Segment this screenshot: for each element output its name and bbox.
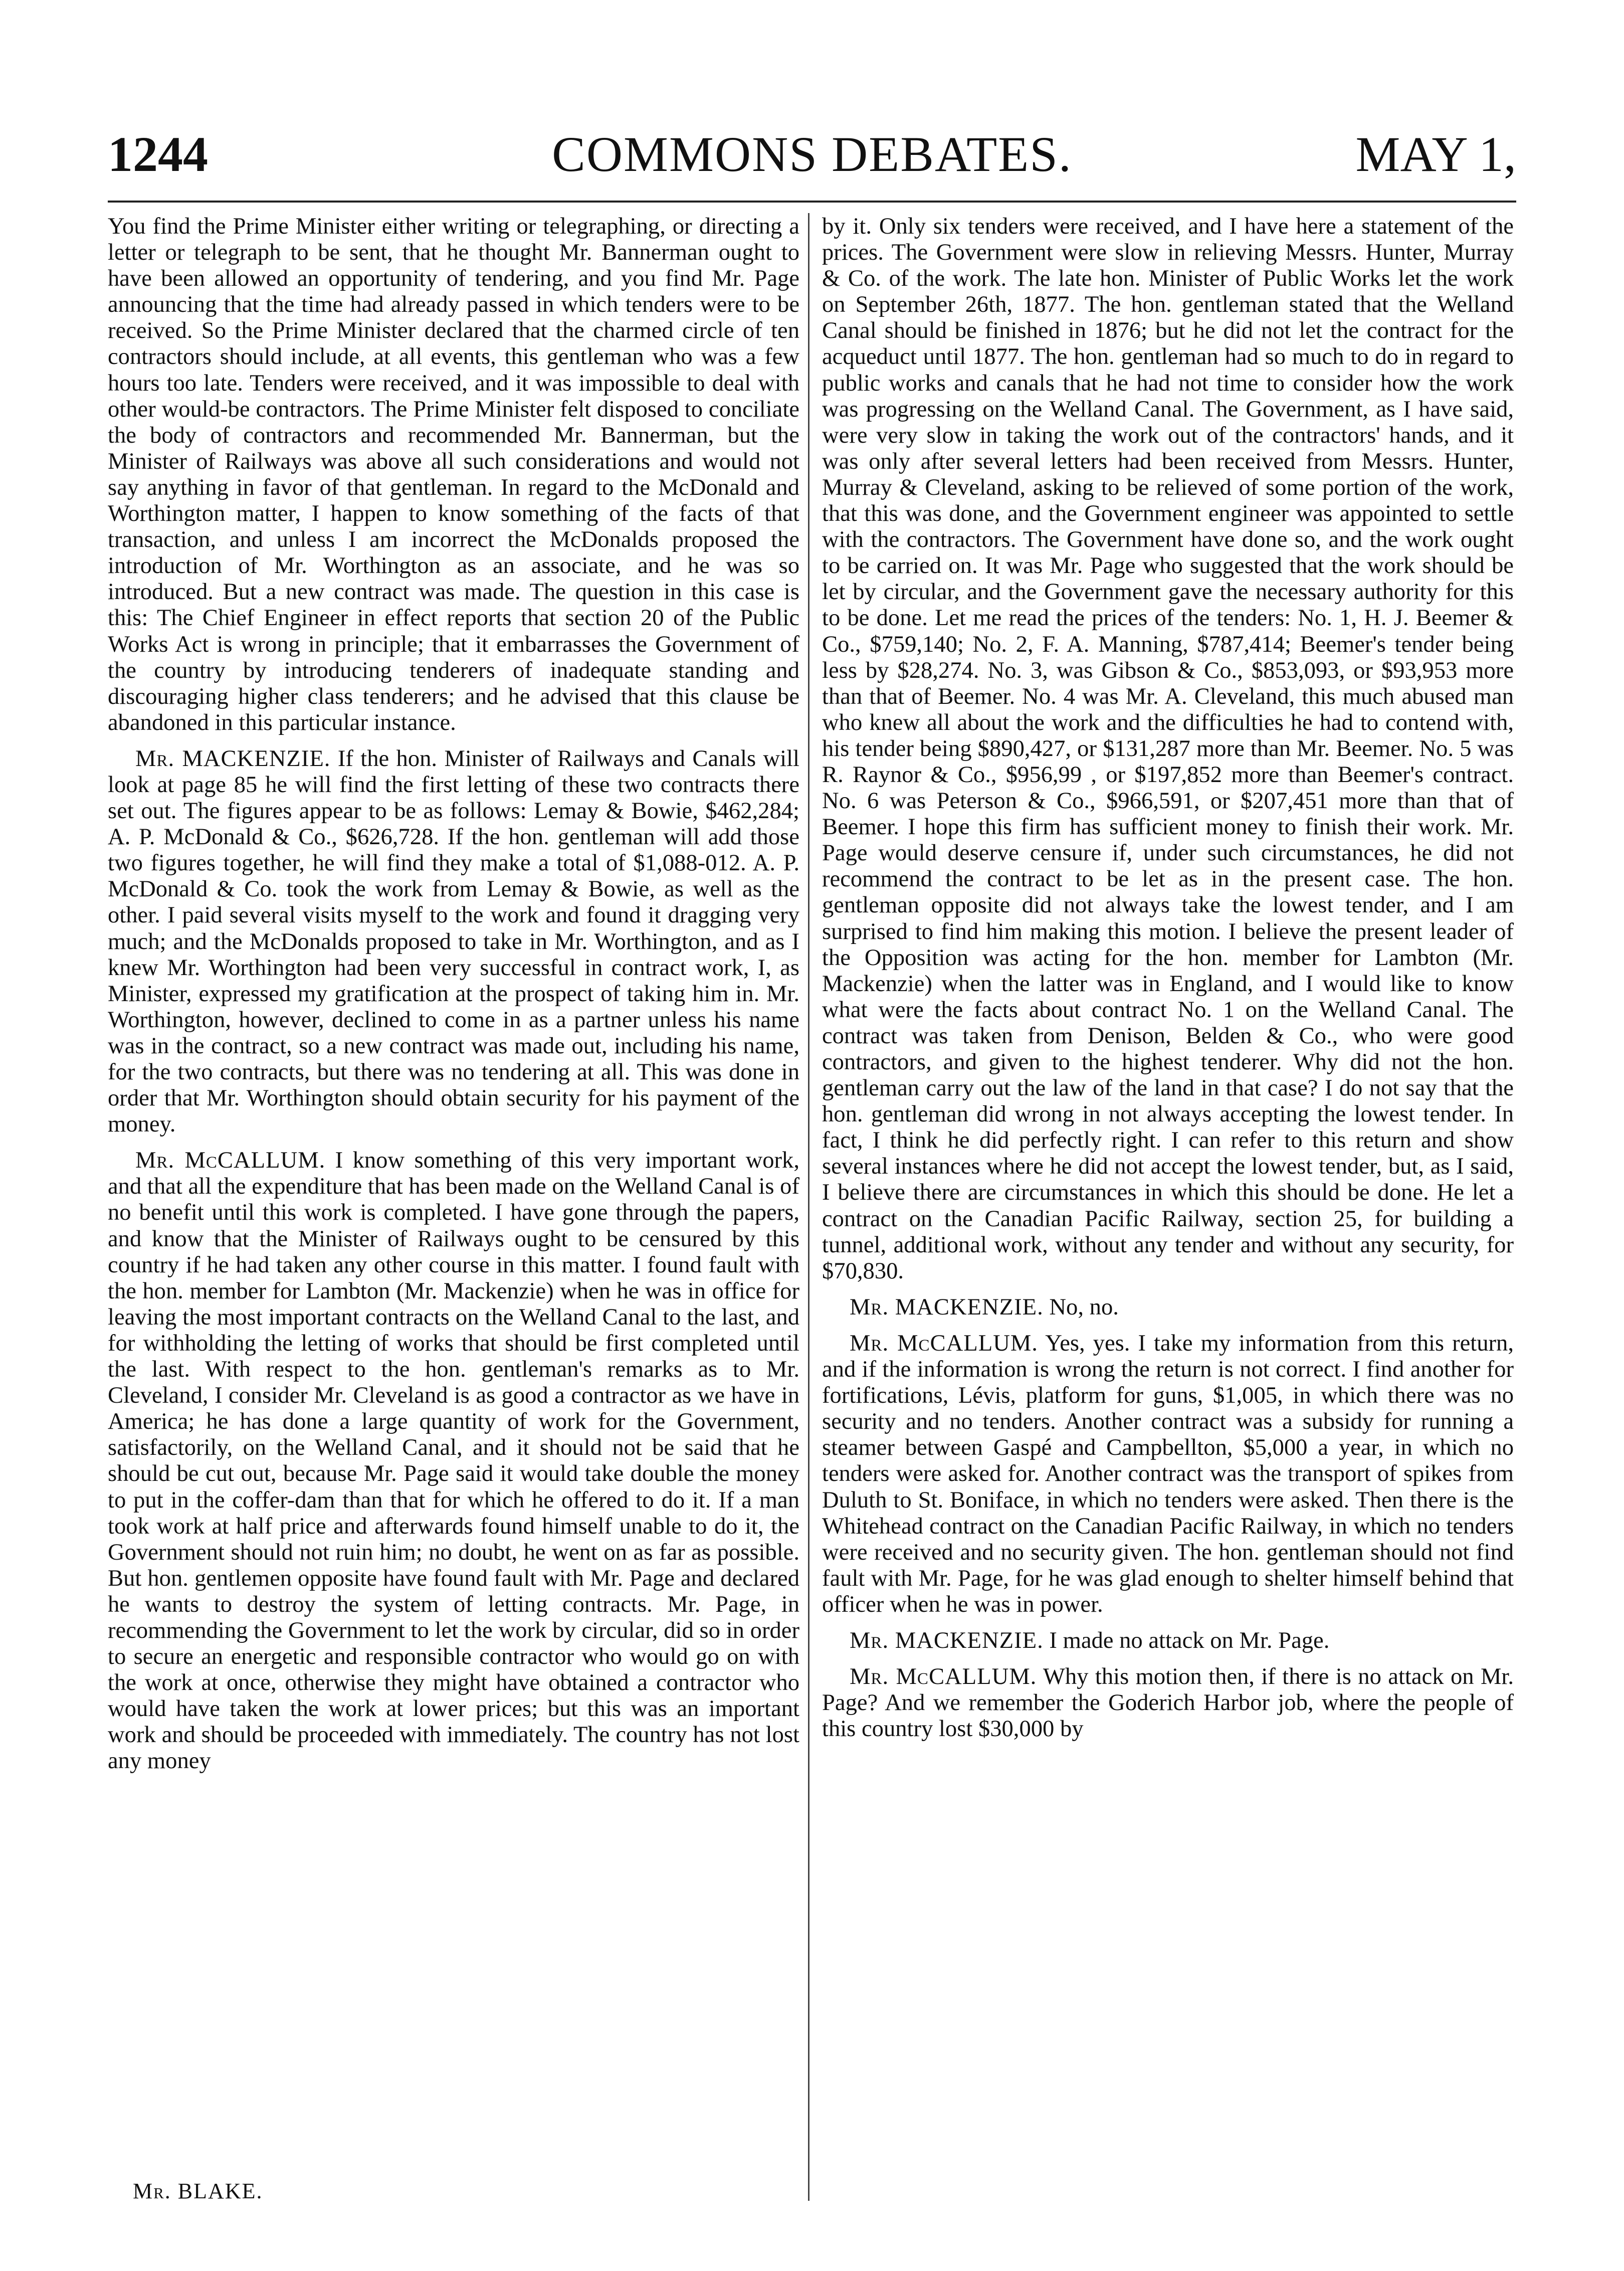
speaker-name: Mr. MACKENZIE. [850,1293,1044,1320]
paragraph-text: No, no. [1049,1293,1119,1320]
speaker-name: Mr. MACKENZIE. [135,745,331,772]
paragraph-text: by it. Only six tenders were received, and I have here a statement of the prices. The Government were slow in relieving Messrs. Hunter, Murray & Co. of the work. The late hon. Minister of Public Works let the work on September 26th, 1877. The hon. gentleman stated that the Welland Canal should be finished in 1876; but he did not let the contract for the acqueduct until 1877. The hon. gentleman had so much to do in regard to public works and canals that he had not time to consider how the work was progressing on the Welland Canal. The Government, as I have said, were very slow in taking the work out of the contractors' hands, and it was only after several letters had been received from Messrs. Hunter, Murray & Cleveland, asking to be relieved of some portion of the work, that this was done, and the Government engineer was appointed to settle with the contractors. The Government have done so, and the work ought to be carried on. It was Mr. Page who suggested that the work should be let by circular, and the Government gave the necessary authority for this to be done. Let me read the prices of the tenders: No. 1, H. J. Beemer & Co., $759,140; No. 2, F. A. Manning, $787,414; Beemer's tender being less by $28,274. No. 3, was Gibson & Co., $853,093, or $93,953 more than that of Beemer. No. 4 was Mr. A. Cleveland, this much abused man who knew all about the work and the difficulties he had to contend with, his tender being $890,427, or $131,287 more than Mr. Beemer. No. 5 was R. Raynor & Co., $956,99 , or $197,852 more than Beemer's contract. No. 6 was Peterson & Co., $966,591, or $207,451 more than that of Beemer. I hope this firm has sufficient money to finish their work. Mr. Page would deserve censure if, under such circumstances, he did not recommend the contract to be let as in the present case. The hon. gentleman opposite did not always take the lowest tender, and I am surprised to find him making this motion. I believe the present leader of the Opposition was acting for the hon. member for Lambton (Mr. Mackenzie) when the latter was in England, and I would like to know what were the facts about contract No. 1 on the Welland Canal. The contract was taken from Denison, Belden & Co., who were good contractors, and given to the highest tenderer. Why did not the hon. gentleman carry out the law of the land in that case? I do not say that the hon. gentleman did wrong in not always accepting the lowest tender. In fact, I think he did perfectly right. I can refer to this return and show several instances where he did not accept the lowest tender, but, as I said, I believe there are circumstances in which this should be done. He let a contract on the Canadian Pacific Railway, section 25, for building a tunnel, additional work, without any tender and without any security, for $70,830. [822,213,1514,1284]
speaker-name: Mr. MACKENZIE. [850,1627,1044,1653]
paragraph [108,1147,799,1774]
paragraph [108,213,799,735]
speaker-name: Mr. McCALLUM. [850,1663,1037,1690]
left-column [108,213,799,1784]
page-date: MAY 1, [1355,126,1516,182]
publication-title: COMMONS DEBATES. [552,126,1072,182]
paragraph-text: I know something of this very important work, and that all the expenditure that has been made on the Welland Canal is of no benefit until this work is completed. I have gone through the papers, and know that the Minister of Railways ought to be censured by this country if he had taken any other course in this matter. I found fault with the hon. member for Lambton (Mr. Mackenzie) when he was in office for leaving the most important contracts on the Welland Canal to the last, and for withholding the letting of works that should be first completed until the last. With respect to the hon. gentleman's remarks as to Mr. Cleveland, I consider Mr. Cleveland is as good a contractor as we have in America; he has done a large quantity of work for the Government, satisfactorily, on the Welland Canal, and it should not be said that he should be cut out, because Mr. Page said it would take double the money to put in the coffer-dam than that for which he offered to do it. If a man took work at half price and afterwards found himself unable to do it, the Government should not ruin him; no doubt, he went on as far as possible. But hon. gentlemen opposite have found fault with Mr. Page and declared he wants to destroy the system of letting contracts. Mr. Page, in recommending the Government to let the work by circular, did so in order to secure an energetic and responsible contractor who would go on with the work at once, otherwise they might have obtained a contractor who would have taken the work at lower prices; but this was an important work and should be proceeded with immediately. The country has not lost any money [108,1147,799,1774]
paragraph [822,1627,1514,1653]
paragraph [108,745,799,1137]
paragraph-text: If the hon. Minister of Railways and Canals will look at page 85 he will find the first letting of these two contracts there set out. The figures appear to be as follows: Lemay & Bowie, $462,284; A. P. McDonald & Co., $626,728. If the hon. gentleman will add those two figures together, he will find they make a total of $1,088-012. A. P. McDonald & Co. took the work from Lemay & Bowie, as well as the other. I paid several visits myself to the work and found it dragging very much; and the McDonalds proposed to take in Mr. Worthington, and as I knew Mr. Worthington had been very successful in contract work, I, as Minister, expressed my gratification at the prospect of taking him in. Mr. Worthington, however, declined to come in as a partner unless his name was in the contract, so a new contract was made out, including his name, for the two contracts, but there was no tendering at all. This was done in order that Mr. Worthington should obtain security for his payment of the money. [108,745,799,1138]
paragraph [822,213,1514,1284]
paragraph [822,1663,1514,1742]
speaker-name: Mr. McCALLUM. [850,1330,1038,1356]
catchword: Mr. BLAKE. [133,2179,263,2203]
header-rule [108,201,1516,203]
paragraph-text: I made no attack on Mr. Page. [1049,1627,1330,1653]
paragraph-text: You find the Prime Minister either writing or telegraphing, or directing a letter or telegraph to be sent, that he thought Mr. Bannerman ought to have been allowed an opportunity of tendering, and you find Mr. Page announcing that the time had already passed in which tenders were to be received. So the Prime Minister declared that the charmed circle of ten contractors should include, at all events, this gentleman who was a few hours too late. Tenders were received, and it was impossible to deal with other would-be contractors. The Prime Minister felt disposed to conciliate the body of contractors and recommended Mr. Bannerman, but the Minister of Railways was above all such considerations and would not say anything in favor of that gentleman. In regard to the McDonald and Worthington matter, I happen to know something of the facts of that transaction, and unless I am incorrect the McDonalds proposed the introduction of Mr. Worthington as an associate, and he was so introduced. But a new contract was made. The question in this case is this: The Chief Engineer in effect reports that section 20 of the Public Works Act is wrong in principle; that it embarrasses the Government of the country by introducing tenderers of inadequate standing and discouraging higher class tenderers; and he advised that this clause be abandoned in this particular instance. [108,213,799,735]
paragraph [822,1330,1514,1617]
right-column [822,213,1514,1752]
paragraph-text: Yes, yes. I take my information from this return, and if the information is wrong the return is not correct. I find another for fortifications, Lévis, platform for guns, $1,005, in which there was no security and no tenders. Another contract was a subsidy for running a steamer between Gaspé and Campbellton, $5,000 a year, in which no tenders were asked for. Another contract was the transport of spikes from Duluth to St. Boniface, in which no tenders were asked. Then there is the Whitehead contract on the Canadian Pacific Railway, in which no tenders were received and no security given. The hon. gentleman should not find fault with Mr. Page, for he was glad enough to shelter himself behind that officer when he was in power. [822,1330,1514,1617]
page-number: 1244 [108,126,208,182]
page-header [108,125,1516,206]
speaker-name: Mr. McCALLUM. [135,1147,326,1174]
column-divider [808,213,809,2201]
paragraph [822,1294,1514,1320]
paragraph-text: Why this motion then, if there is no attack on Mr. Page? And we remember the Goderich Harbor job, where the people of this country lost $30,000 by [822,1663,1514,1742]
